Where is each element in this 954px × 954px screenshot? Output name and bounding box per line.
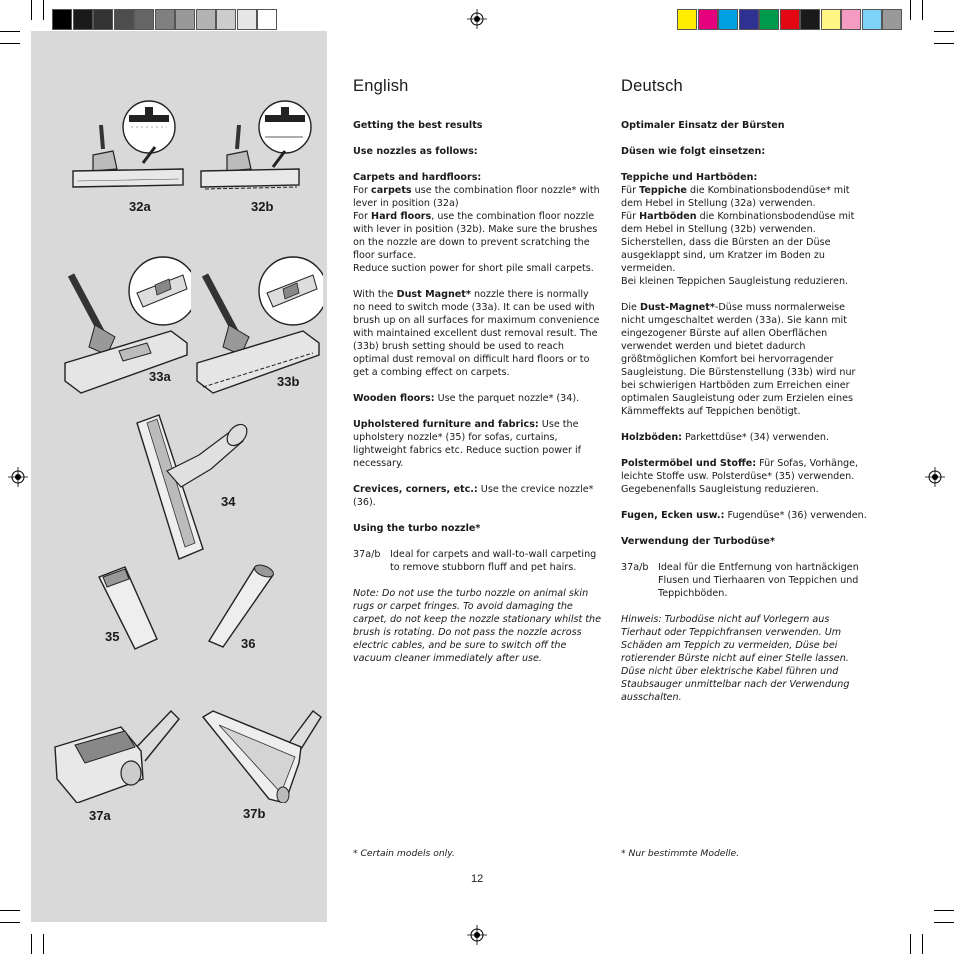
section-upholstery: Upholstered furniture and fabrics: Use the upholstery nozzle* (35) for sofas, curtains, lightweight fabrics etc. Reduce suction power if necessary. [353, 419, 582, 469]
grayscale-swatch [134, 9, 154, 30]
illustration-panel [31, 31, 327, 922]
grayscale-swatch [93, 9, 113, 30]
grayscale-swatch [257, 9, 277, 30]
figure-32b [199, 97, 319, 197]
color-swatch [739, 9, 759, 30]
turbo-item-number: 37a/b [353, 549, 381, 560]
grayscale-swatch [52, 9, 72, 30]
section-upholstery-de: Polstermöbel und Stoffe: Für Sofas, Vorhänge, leichte Stoffe usw. Polsterdüse* (35) verwenden. Gegebenenfalls Saugleistung reduzieren. [621, 458, 859, 495]
english-note: Note: Do not use the turbo nozzle on animal skin rugs or carpet fringes. To avoid damaging the carpet, do not keep the nozzle stationary whilst the brush is rotating. Do not pass the nozzle across electric cables, and be sure to switch off the vacuum cleaner immediately after use. [353, 588, 602, 664]
grayscale-swatch [155, 9, 175, 30]
heading-use-nozzles-de: Düsen wie folgt einsetzen: [621, 146, 766, 157]
figure-label-37b: 37b [243, 806, 266, 821]
grayscale-color-bar [52, 9, 278, 30]
color-swatch [718, 9, 738, 30]
color-swatch [759, 9, 779, 30]
turbo-item-number-de: 37a/b [621, 562, 649, 573]
figure-label-33b: 33b [277, 374, 300, 389]
color-swatch [882, 9, 902, 30]
figure-37b [199, 703, 325, 803]
grayscale-swatch [196, 9, 216, 30]
figure-label-32a: 32a [129, 199, 151, 214]
figure-33b [193, 255, 323, 395]
english-column [353, 77, 603, 678]
figure-label-33a: 33a [149, 369, 171, 384]
english-footnote: * Certain models only. [353, 848, 455, 859]
heading-best-results-de: Optimaler Einsatz der Bürsten [621, 120, 785, 131]
figure-32a [71, 97, 191, 197]
color-swatch [800, 9, 820, 30]
grayscale-swatch [175, 9, 195, 30]
process-color-bar [677, 9, 903, 30]
section-dust-magnet-de: Die Dust-Magnet*-Düse muss normalerweise nicht umgeschaltet werden (33a). Sie kann mit eingezogener Bürste auf allen Oberflächen verwendet werden und bietet dadurch größtmöglichen Komfort bei hervorragender Saugleistung. Die Bürstenstellung (33b) wird nur bei schwierigen Hartböden zum Erreichen einer optimalen Saugleistung oder zum Erzielen eines Kämmeffekts auf Teppichen benötigt. [621, 302, 856, 417]
registration-mark-bottom-icon [467, 925, 487, 945]
english-title: English [353, 77, 409, 95]
color-swatch [821, 9, 841, 30]
section-carpets: Carpets and hardfloors: For carpets use the combination floor nozzle* with lever in position (32a) For Hard floors, use the combination floor nozzle with lever in position (32b). Make sure the brushes on the nozzle are down to prevent scratching the floor surface. Reduce suction power for short pile small carpets. [353, 172, 600, 274]
section-crevices: Crevices, corners, etc.: Use the crevice nozzle* (36). [353, 484, 594, 508]
heading-best-results: Getting the best results [353, 120, 483, 131]
turbo-item [353, 548, 603, 574]
registration-mark-left-icon [8, 467, 28, 487]
section-dust-magnet: With the Dust Magnet* nozzle there is normally no need to switch mode (33a). It can be used with brush up on all surfaces for maximum convenience with maintained excellent dust removal result. The (33b) brush setting should be used to reach optimal dust removal on difficult hard floors or to get a combing effect on carpets. [353, 289, 600, 378]
color-swatch [862, 9, 882, 30]
section-crevices-de: Fugen, Ecken usw.: Fugendüse* (36) verwenden. [621, 510, 867, 521]
figure-label-36: 36 [241, 636, 256, 651]
color-swatch [780, 9, 800, 30]
color-swatch [698, 9, 718, 30]
grayscale-swatch [73, 9, 93, 30]
registration-mark-top-icon [467, 9, 487, 29]
grayscale-swatch [216, 9, 236, 30]
figure-label-32b: 32b [251, 199, 274, 214]
figure-label-35: 35 [105, 629, 120, 644]
color-swatch [841, 9, 861, 30]
figure-34 [131, 413, 261, 561]
heading-turbo-de: Verwendung der Turbodüse* [621, 536, 775, 547]
german-note: Hinweis: Turbodüse nicht auf Vorlegern aus Tierhaut oder Teppichfransen verwenden. Um Schäden am Teppich zu vermeiden, Düse bei rotierender Bürste nicht auf einer Stelle lassen. Düse nicht über elektrische Kabel führen und Staubsauger unmittelbar nach der Verwendung ausschalten. [621, 614, 850, 703]
turbo-item-text: Ideal for carpets and wall-to-wall carpeting to remove stubborn fluff and pet hairs. [390, 549, 597, 573]
heading-turbo: Using the turbo nozzle* [353, 523, 481, 534]
registration-mark-right-icon [925, 467, 945, 487]
figure-37a [51, 703, 181, 803]
grayscale-swatch [114, 9, 134, 30]
german-column [621, 77, 871, 717]
page-number: 12 [471, 873, 484, 885]
german-footnote: * Nur bestimmte Modelle. [621, 848, 740, 859]
color-swatch [677, 9, 697, 30]
turbo-item-text-de: Ideal für die Entfernung von hartnäckigen Flusen und Tierhaaren von Teppichen und Teppichböden. [658, 562, 859, 599]
figure-label-37a: 37a [89, 808, 111, 823]
section-wooden-floors-de: Holzböden: Parkettdüse* (34) verwenden. [621, 432, 830, 443]
figure-label-34: 34 [221, 494, 236, 509]
turbo-item-de [621, 561, 871, 600]
section-wooden-floors: Wooden floors: Use the parquet nozzle* (34). [353, 393, 580, 404]
figure-33a [61, 255, 191, 395]
section-carpets-de: Teppiche und Hartböden: Für Teppiche die Kombinationsbodendüse* mit dem Hebel in Stellung (32a) verwenden. Für Hartböden die Kombinationsbodendüse mit dem Hebel in Stellung (32b) verwenden. Sicherstellen, dass die Bürsten an der Düse ausgeklappt sind, um Kratzer im Boden zu vermeiden. Bei kleinen Teppichen Saugleistung reduzieren. [621, 172, 855, 287]
german-title: Deutsch [621, 77, 683, 95]
grayscale-swatch [237, 9, 257, 30]
heading-use-nozzles: Use nozzles as follows: [353, 146, 478, 157]
